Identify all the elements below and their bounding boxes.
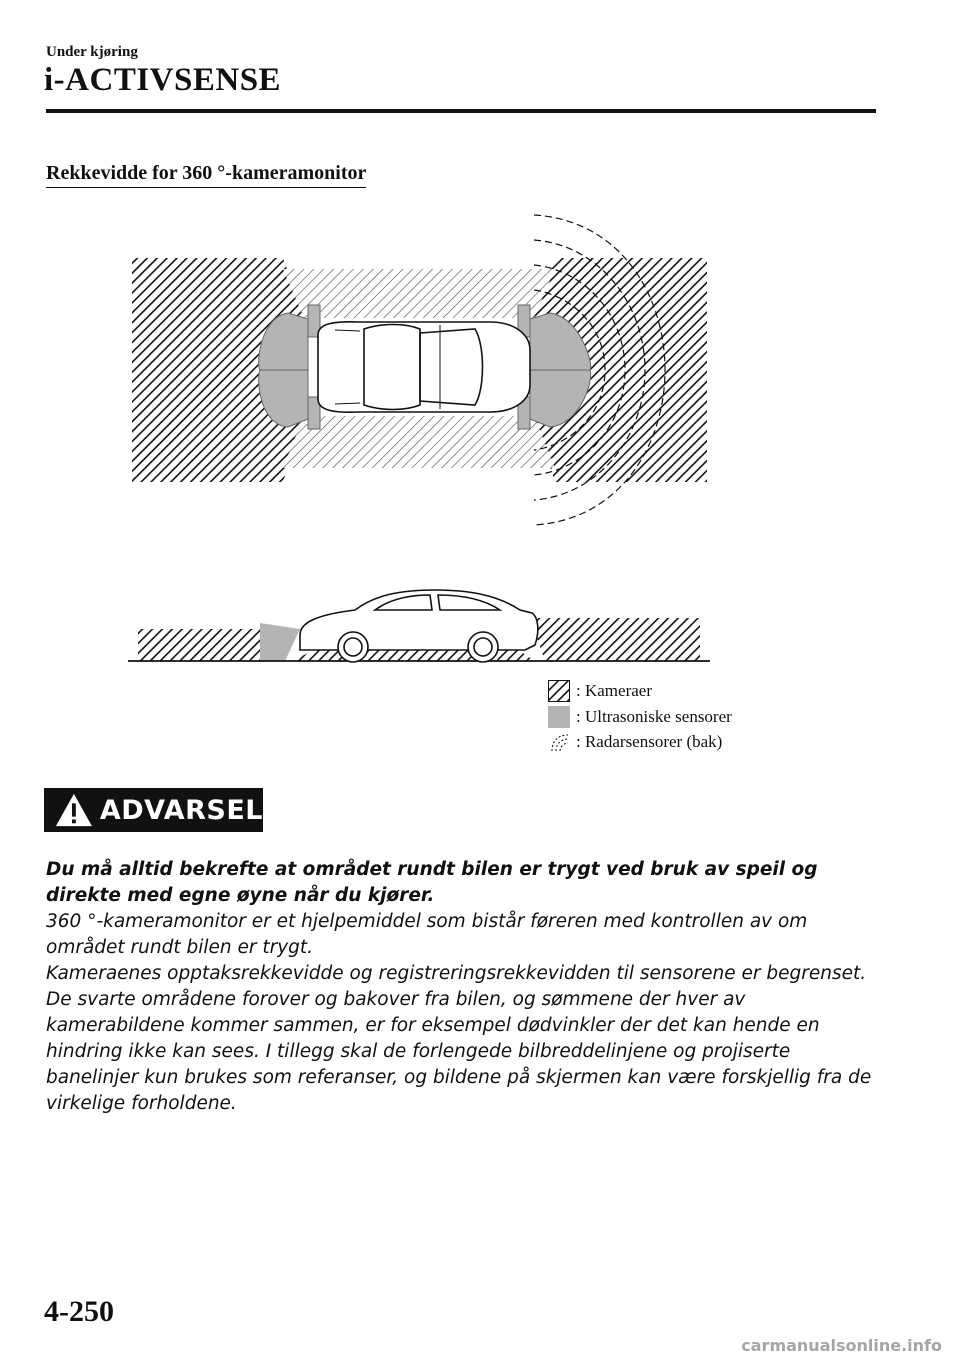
subheading: Rekkevidde for 360 °-kameramonitor — [46, 162, 366, 188]
chapter-title: Under kjøring — [46, 44, 138, 60]
hatch-swatch-icon — [548, 680, 570, 702]
side-view — [128, 590, 710, 662]
warning-paragraph-2: Kameraenes opptaksrekkevidde og registreringsrekkevidden til sensorene er begrenset. De svarte områdene forover og bakover fra bilen, og sømmene der hver av kamerabildene kommer sammen, er for eksempel dødvinkler der det kan hende en hindring ikke kan sees. I tillegg skal de forlengede bilbreddelinjene og projiserte banelinjer kun brukes som referanser, og bildene på skjermen kan være forskjellig fra de virkelige forholdene. — [46, 963, 872, 1114]
warning-bold-text: Du må alltid bekrefte at området rundt bilen er trygt ved bruk av speil og direkte med egne øyne når du kjører. — [46, 859, 818, 906]
warning-label: ADVARSEL — [99, 794, 263, 826]
camera-range-diagram — [120, 205, 720, 675]
warning-text — [46, 857, 886, 1117]
page-number: 4-250 — [44, 1295, 114, 1328]
warning-banner — [44, 788, 263, 832]
watermark: carmanualsonline.info — [741, 1336, 942, 1355]
legend-row-ultrasonic — [548, 706, 732, 728]
rear-camera-ground-zone — [530, 618, 700, 661]
top-view — [132, 215, 707, 525]
legend-label: : Radarsensorer (bak) — [576, 732, 723, 751]
front-ultrasonic-ground-zone — [260, 623, 300, 661]
header-rule — [46, 109, 876, 113]
legend-label: : Ultrasoniske sensorer — [576, 707, 732, 726]
legend-label: : Kameraer — [576, 681, 652, 700]
warning-triangle-icon — [54, 791, 94, 829]
warning-paragraph-1: 360 °-kameramonitor er et hjelpemiddel som bistår føreren med kontrollen av om området rundt bilen er trygt. — [46, 911, 808, 958]
radar-arcs-swatch-icon — [548, 731, 570, 753]
gray-swatch-icon — [548, 706, 570, 728]
legend-row-radar — [548, 731, 722, 753]
car-top-view — [318, 322, 530, 412]
legend-row-cameras — [548, 680, 652, 702]
front-camera-ground-zone — [138, 629, 280, 661]
section-title: i-ACTIVSENSE — [44, 62, 282, 98]
